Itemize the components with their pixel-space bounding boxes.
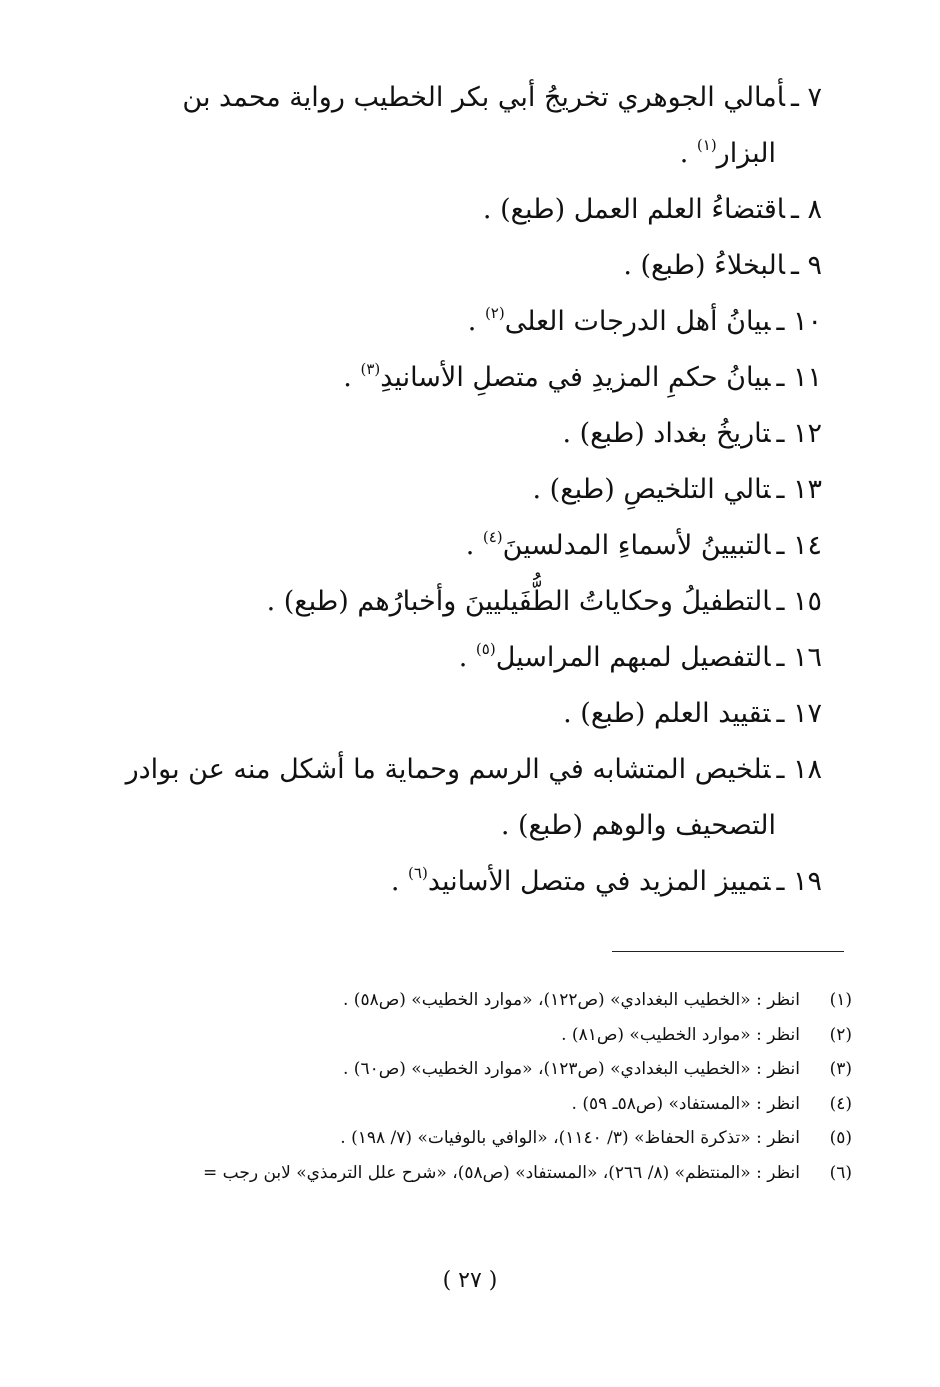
footnote (90, 1052, 852, 1087)
item-text: بيانُ أهل الدرجات العلى (504, 306, 771, 337)
item-number: ١٦ ـ (776, 642, 822, 673)
list-item: ١٠ ـبيانُ أهل الدرجات العلى$^{(٢)}$ . (467, 304, 822, 337)
footnote-number: (٣) (829, 1059, 852, 1079)
item-text: التفصيل لمبهم المراسيل (495, 642, 771, 673)
item-text: اقتضاءُ العلم العمل (طبع) . (482, 194, 785, 225)
item-number: ٩ ـ (790, 250, 822, 281)
footnote-number: (٥) (829, 1128, 852, 1148)
footnote-text: انظر : «الخطيب البغدادي» (ص١٢٢)، «موارد الخطيب» (ص٥٨) . (343, 990, 800, 1010)
footnote-marker: (٦) (408, 864, 428, 882)
list-item: ١٤ ـالتبيينُ لأسماءِ المدلسينَ$^{(٤)}$ . (465, 528, 822, 561)
list-item (100, 742, 822, 854)
footnote (90, 1018, 852, 1053)
footnote-number: (٦) (829, 1162, 852, 1183)
item-text: أمالي الجوهري تخريجُ أبي بكر الخطيب رواية محمد بن (182, 82, 785, 113)
footnote-number: (٢) (829, 1024, 852, 1045)
item-number: ١٤ ـ (776, 530, 822, 561)
works-list (100, 70, 822, 910)
footnote-number: (١) (829, 990, 852, 1010)
footnote-number: (٤) (829, 1093, 852, 1114)
footnote-marker: (٣) (360, 360, 381, 378)
footnotes-list (90, 983, 852, 1190)
footnote-text: انظر : «تذكرة الحفاظ» (٣/ ١١٤٠)، «الوافي بالوفيات» (٧/ ١٩٨) . (340, 1128, 800, 1148)
footnote (90, 1156, 852, 1191)
list-item (100, 574, 822, 630)
item-text: البخلاءُ (طبع) . (623, 250, 785, 281)
item-number: ٨ ـ (790, 194, 822, 225)
item-continuation: البزار$^{(١)}$ . (679, 136, 776, 169)
list-item: ١١ ـبيانُ حكمِ المزيدِ في متصلِ الأسانيدِ$^{(٣)}$ . (343, 360, 822, 393)
item-number: ١٨ ـ (776, 754, 822, 785)
footnote-text: انظر : «المنتظم» (٨/ ٢٦٦)، «المستفاد» (ص٥٨)، «شرح علل الترمذي» لابن رجب = (202, 1162, 800, 1183)
list-item (100, 406, 822, 462)
item-number: ١٩ ـ (776, 866, 822, 897)
footnote (90, 1121, 852, 1156)
item-text: تالي التلخيصِ (طبع) . (532, 474, 771, 505)
list-item (100, 462, 822, 518)
item-text: تقييد العلم (طبع) . (563, 698, 771, 729)
list-item: ١٩ ـتمييز المزيد في متصل الأسانيد$^{(٦)}$ . (390, 864, 822, 897)
item-text: التطفيلُ وحكاياتُ الطُّفَيليينَ وأخبارُهم (طبع) . (266, 586, 771, 617)
footnote (90, 983, 852, 1018)
list-item (100, 686, 822, 742)
item-text: تاريخُ بغداد (طبع) . (562, 418, 771, 449)
item-number: ١٠ ـ (776, 306, 822, 337)
item-number: ١٧ ـ (776, 698, 822, 729)
item-text: تمييز المزيد في متصل الأسانيد (427, 866, 771, 897)
footnote-text: انظر : «الخطيب البغدادي» (ص١٢٣)، «موارد الخطيب» (ص٦٠) . (343, 1059, 800, 1079)
item-number: ١٣ ـ (776, 474, 822, 505)
list-item (100, 182, 822, 238)
list-item (100, 70, 822, 182)
footnote-text: انظر : «موارد الخطيب» (ص٨١) . (561, 1024, 800, 1045)
footnote-marker: (١) (696, 136, 717, 154)
page-number: ( ٢٧ ) (442, 1268, 498, 1293)
footnote-marker: (٤) (482, 528, 503, 546)
item-text: بيانُ حكمِ المزيدِ في متصلِ الأسانيدِ (380, 362, 771, 393)
list-item: ١٦ ـالتفصيل لمبهم المراسيل$^{(٥)}$ . (458, 640, 822, 673)
item-number: ١٥ ـ (776, 586, 822, 617)
footnote-separator (612, 951, 844, 952)
list-item (100, 238, 822, 294)
footnote-text: انظر : «المستفاد» (ص٥٨ـ ٥٩) . (571, 1093, 800, 1114)
footnote-marker: (٥) (475, 640, 496, 658)
item-continuation: التصحيف والوهم (طبع) . (500, 810, 776, 841)
item-number: ٧ ـ (790, 82, 822, 113)
item-number: ١٢ ـ (776, 418, 822, 449)
footnote-marker: (٢) (484, 304, 505, 322)
item-number: ١١ ـ (776, 362, 822, 393)
footnote (90, 1087, 852, 1122)
item-text: تلخيص المتشابه في الرسم وحماية ما أشكل منه عن بوادر (125, 754, 771, 785)
item-text: التبيينُ لأسماءِ المدلسينَ (502, 530, 771, 561)
